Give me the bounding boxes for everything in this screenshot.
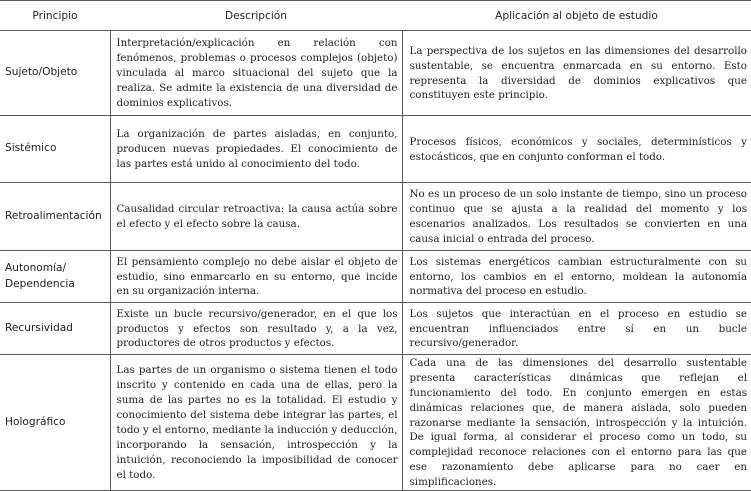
principle-cell: Sujeto/Objeto <box>0 31 110 116</box>
header-description: Descripción <box>110 1 402 31</box>
table-row <box>0 183 751 251</box>
principle-cell: Autonomía/ Dependencia <box>0 251 110 303</box>
principle-cell: Recursividad <box>0 303 110 355</box>
table-row <box>0 355 751 491</box>
application-cell: No es un proceso de un solo instante de tiempo, sino un proceso continuo que se ajusta a la realidad del momento y los escenarios analizados. Los resultados se convierten en una causa inicial o entrada del proceso. <box>402 183 751 251</box>
application-cell: Cada una de las dimensiones del desarrollo sustentable presenta características dinámicas que reflejan el funcionamiento del todo. En conjunto emergen en estas dinámicas relaciones que, de manera aislada, solo pueden razonarse mediante la sensación, introspección y la intuición. De igual forma, al considerar el proceso como un todo, su complejidad reconoce relaciones con el entorno para las que ese razonamiento debe aplicarse para no caer en simplificaciones. <box>402 355 751 491</box>
description-cell: Interpretación/explicación en relación con fenómenos, problemas o procesos complejos (objeto) vinculada al marco situacional del sujeto que la realiza. Se admite la existencia de una diversidad de dominios explicativos. <box>110 31 402 116</box>
table-row <box>0 251 751 303</box>
header-application: Aplicación al objeto de estudio <box>402 1 751 31</box>
application-cell: Procesos físicos, económicos y sociales, determinísticos y estocásticos, que en conjunto conforman el todo. <box>402 116 751 183</box>
header-principle: Principio <box>0 1 110 31</box>
description-cell: El pensamiento complejo no debe aislar el objeto de estudio, sino enmarcarlo en su entorno, que incide en su organización interna. <box>110 251 402 303</box>
description-cell: Existe un bucle recursivo/generador, en el que los productos y efectos son resultado y, a la vez, productores de otros productos y efectos. <box>110 303 402 355</box>
table-row <box>0 303 751 355</box>
description-cell: La organización de partes aisladas, en conjunto, producen nuevas propiedades. El conocimiento de las partes está unido al conocimiento del todo. <box>110 116 402 183</box>
table-header-row <box>0 1 751 31</box>
description-cell: Causalidad circular retroactiva: la causa actúa sobre el efecto y el efecto sobre la causa. <box>110 183 402 251</box>
application-cell: La perspectiva de los sujetos en las dimensiones del desarrollo sustentable, se encuentra enmarcada en su entorno. Esto representa la diversidad de dominios explicativos que constituyen este principio. <box>402 31 751 116</box>
table-row <box>0 116 751 183</box>
principle-cell: Holográfico <box>0 355 110 491</box>
table-row <box>0 31 751 116</box>
application-cell: Los sujetos que interactúan en el proceso en estudio se encuentran influenciados entre sí en un bucle recursivo/generador. <box>402 303 751 355</box>
principle-cell: Sistémico <box>0 116 110 183</box>
application-cell: Los sistemas energéticos cambian estructuralmente con su entorno, los cambios en el entorno, moldean la autonomía normativa del proceso en estudio. <box>402 251 751 303</box>
description-cell: Las partes de un organismo o sistema tienen el todo inscrito y contenido en cada una de ellas, pero la suma de las partes no es la totalidad. El estudio y conocimiento del sistema debe integrar las partes, el todo y el entorno, mediante la inducción y deducción, incorporando la sensación, introspección y la intuición, reconociendo la imposibilidad de conocer el todo. <box>110 355 402 491</box>
principle-cell: Retroalimentación <box>0 183 110 251</box>
